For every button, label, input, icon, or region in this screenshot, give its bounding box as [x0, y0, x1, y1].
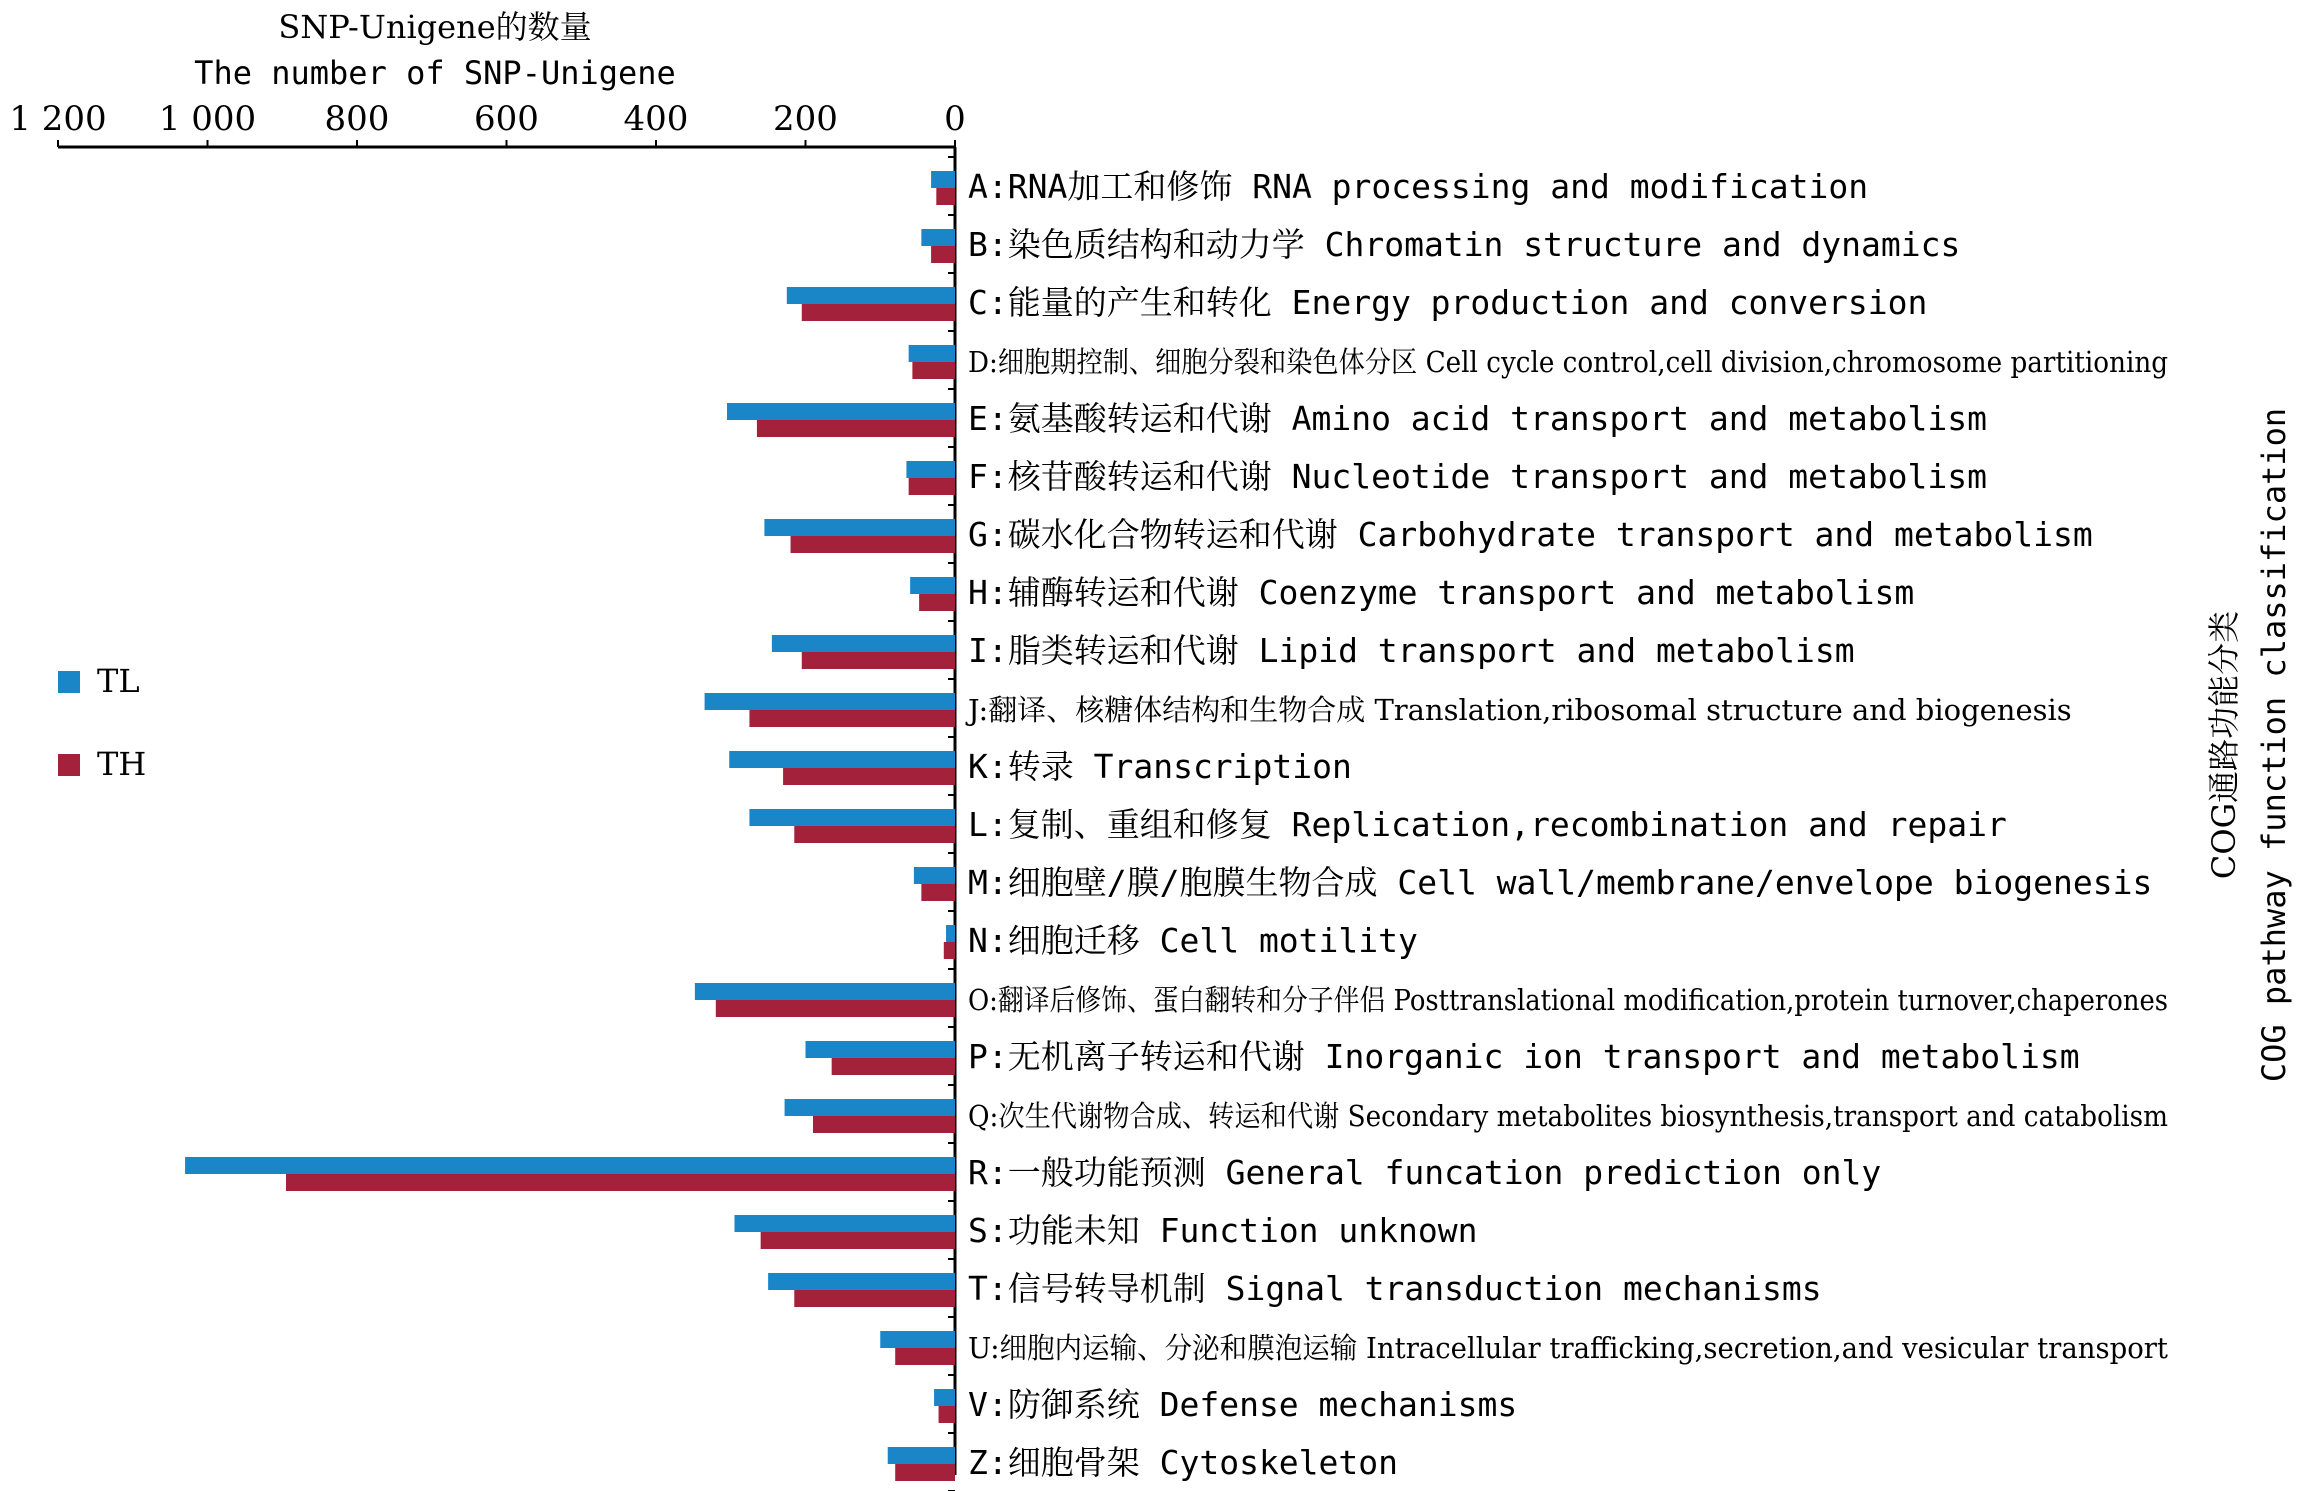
bar-th [936, 188, 955, 205]
bar-tl [785, 1099, 955, 1116]
bar-th [895, 1464, 955, 1481]
bar-th [944, 942, 955, 959]
legend-swatch-tl [58, 671, 80, 693]
bar-th [802, 304, 955, 321]
category-label: S:功能未知 Function unknown [968, 1211, 1478, 1250]
category-label: R:一般功能预测 General funcation prediction only [968, 1153, 1882, 1192]
category-label: F:核苷酸转运和代谢 Nucleotide transport and metabolism [968, 457, 1987, 496]
bar-tl [880, 1331, 955, 1348]
bar-th [912, 362, 955, 379]
bar-th [919, 594, 955, 611]
bar-th [757, 420, 955, 437]
bar-tl [921, 229, 955, 246]
bar-th [286, 1174, 955, 1191]
category-label: Z:细胞骨架 Cytoskeleton [968, 1443, 1399, 1482]
x-axis-tick-labels [9, 99, 965, 139]
y-axis-title-en: COG pathway function classification [2255, 407, 2293, 1083]
bar-th [813, 1116, 955, 1133]
bar-tl [729, 751, 955, 768]
category-label: L:复制、重组和修复 Replication,recombination and repair [968, 805, 2007, 844]
bar-tl [768, 1273, 955, 1290]
category-label: Q:次生代谢物合成、转运和代谢 Secondary metabolites biosynthesis,transport and catabolism [968, 1099, 2168, 1133]
bar-th [749, 710, 955, 727]
bar-th [761, 1232, 955, 1249]
bar-tl [888, 1447, 955, 1464]
bar-tl [934, 1389, 955, 1406]
bar-tl [910, 577, 955, 594]
y-axis-title-cn: COG通路功能分类 [2205, 610, 2243, 880]
category-label: J:翻译、核糖体结构和生物合成 Translation,ribosomal structure and biogenesis [968, 693, 2072, 727]
bar-th [909, 478, 955, 495]
category-label: U:细胞内运输、分泌和膜泡运输 Intracellular trafficking,secretion,and vesicular transport [968, 1331, 2169, 1365]
bar-tl [695, 983, 955, 1000]
x-axis-title-en: The number of SNP-Unigene [194, 54, 676, 92]
bar-th [921, 884, 955, 901]
x-axis-title-cn: SNP-Unigene的数量 [278, 8, 592, 46]
bar-th [931, 246, 955, 263]
legend [58, 662, 146, 783]
category-label: N:细胞迁移 Cell motility [968, 921, 1418, 960]
bar-tl [806, 1041, 956, 1058]
bar-th [832, 1058, 955, 1075]
category-label: G:碳水化合物转运和代谢 Carbohydrate transport and metabolism [968, 515, 2093, 554]
category-label: C:能量的产生和转化 Energy production and conversion [968, 283, 1928, 322]
bar-th [791, 536, 955, 553]
category-label: V:防御系统 Defense mechanisms [968, 1385, 1518, 1424]
x-tick-label: 600 [474, 99, 539, 139]
category-label: T:信号转导机制 Signal transduction mechanisms [968, 1269, 1822, 1308]
category-label: A:RNA加工和修饰 RNA processing and modification [968, 167, 1869, 206]
bar-th [794, 826, 955, 843]
bar-tl [772, 635, 955, 652]
bar-th [716, 1000, 955, 1017]
bar-tl [946, 925, 955, 942]
legend-label-tl: TL [97, 662, 140, 700]
category-label: P:无机离子转运和代谢 Inorganic ion transport and metabolism [968, 1037, 2080, 1076]
category-label: D:细胞期控制、细胞分裂和染色体分区 Cell cycle control,cell division,chromosome partitioning [968, 345, 2168, 379]
x-tick-label: 1 200 [9, 99, 107, 139]
bar-tl [185, 1157, 955, 1174]
category-labels [965, 167, 2168, 1482]
bar-tl [909, 345, 955, 362]
category-label: O:翻译后修饰、蛋白翻转和分子伴侣 Posttranslational modification,protein turnover,chaperones [968, 983, 2168, 1017]
bar-th [783, 768, 955, 785]
x-tick-label: 200 [773, 99, 838, 139]
bar-th [939, 1406, 955, 1423]
legend-label-th: TH [97, 745, 147, 783]
bar-th [895, 1348, 955, 1365]
bar-series-group [185, 171, 955, 1481]
category-label: H:辅酶转运和代谢 Coenzyme transport and metabolism [968, 573, 1915, 612]
bar-tl [931, 171, 955, 188]
x-tick-label: 800 [324, 99, 390, 139]
category-label: K:转录 Transcription [968, 747, 1352, 786]
x-tick-label: 400 [623, 99, 689, 139]
bar-tl [749, 809, 955, 826]
x-tick-label: 1 000 [158, 99, 257, 139]
bar-tl [764, 519, 955, 536]
legend-swatch-th [58, 754, 80, 776]
category-label: E:氨基酸转运和代谢 Amino acid transport and metabolism [968, 399, 1987, 438]
bar-tl [787, 287, 955, 304]
bar-tl [705, 693, 955, 710]
category-label: I:脂类转运和代谢 Lipid transport and metabolism [968, 631, 1855, 670]
bar-tl [727, 403, 955, 420]
bar-th [794, 1290, 955, 1307]
category-label: M:细胞壁/膜/胞膜生物合成 Cell wall/membrane/envelope biogenesis [968, 863, 2153, 902]
bar-tl [906, 461, 955, 478]
bar-th [802, 652, 955, 669]
bar-tl [734, 1215, 955, 1232]
bar-tl [914, 867, 955, 884]
x-tick-label: 0 [944, 99, 966, 139]
category-label: B:染色质结构和动力学 Chromatin structure and dynamics [968, 225, 1961, 264]
